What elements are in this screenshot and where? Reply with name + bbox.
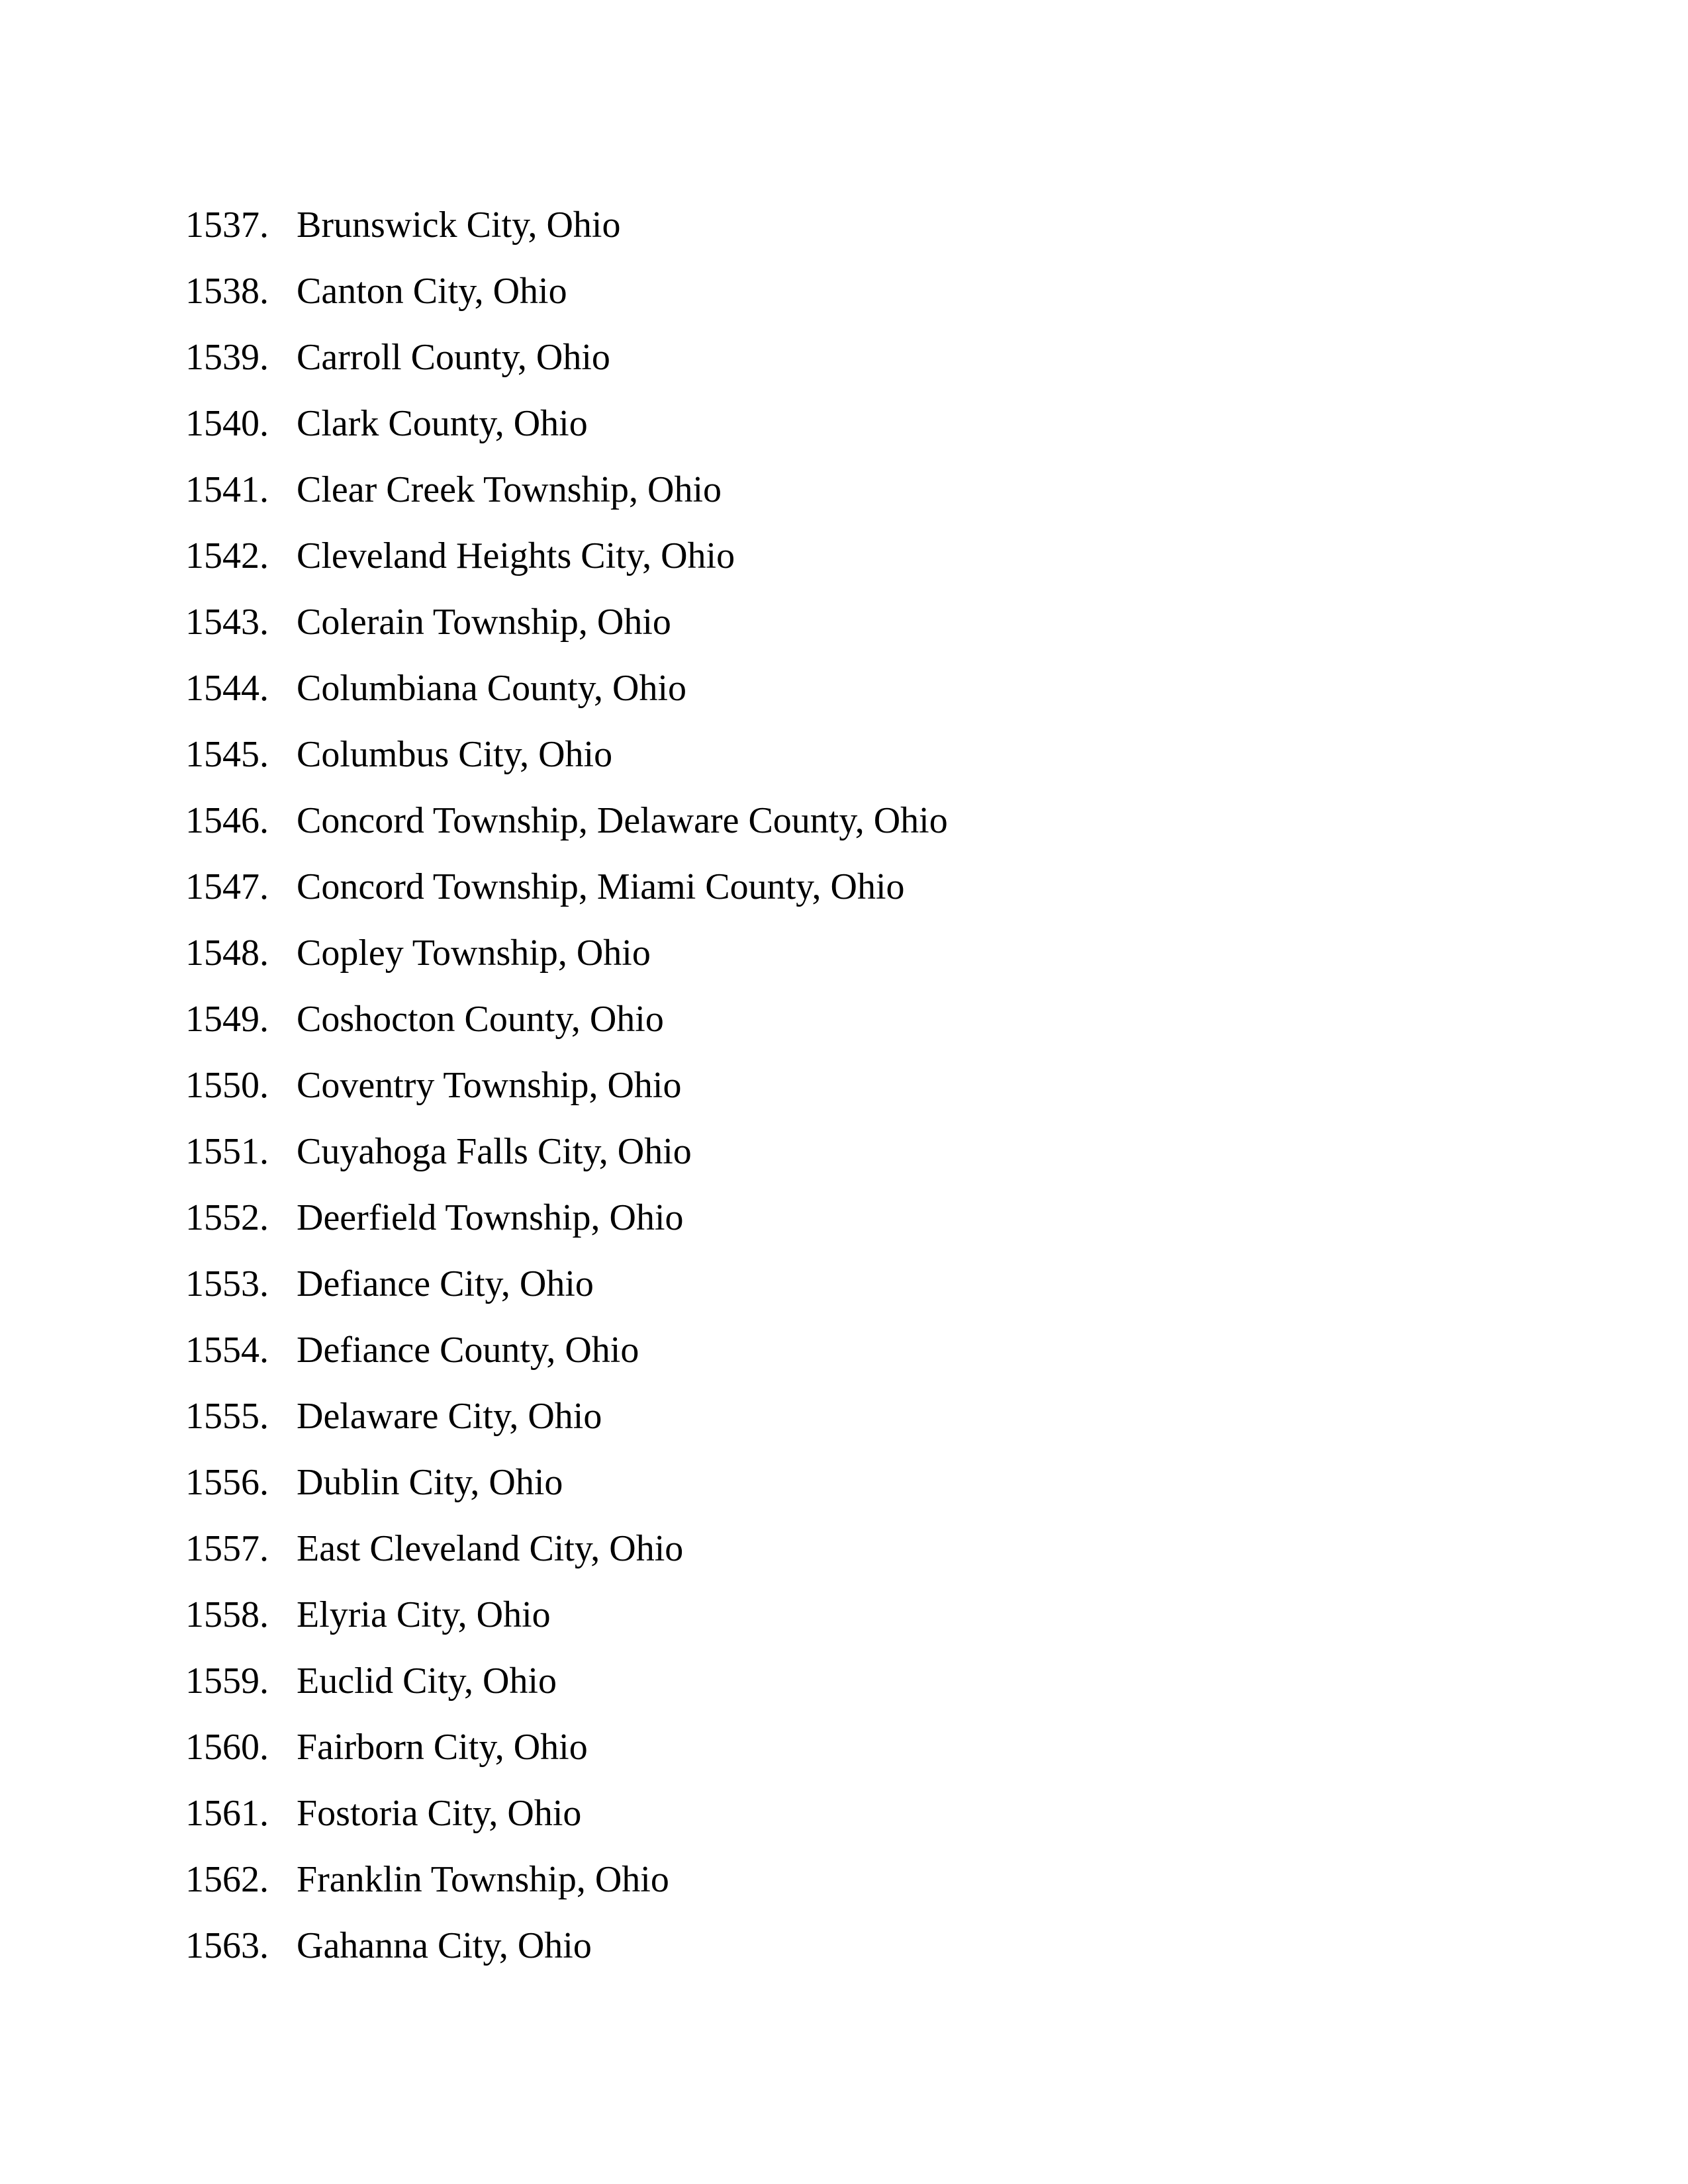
list-item-number: 1541. (185, 469, 269, 510)
list-item-number: 1560. (185, 1727, 269, 1768)
list-item-number: 1545. (185, 734, 269, 775)
list-item (185, 920, 948, 986)
list-item-number: 1563. (185, 1925, 269, 1966)
list-item (185, 1780, 948, 1846)
list-item-number: 1559. (185, 1661, 269, 1702)
list-item-number: 1548. (185, 933, 269, 974)
list-item-number: 1543. (185, 602, 269, 643)
list-item-number: 1542. (185, 535, 269, 576)
list-item-text: Clark County, Ohio (297, 403, 588, 444)
list-item-text: Fairborn City, Ohio (297, 1727, 588, 1768)
list-item-number: 1552. (185, 1197, 269, 1238)
list-item-number: 1537. (185, 205, 269, 246)
list-item-text: Elyria City, Ohio (297, 1594, 551, 1635)
list-item-number: 1538. (185, 271, 269, 312)
list-item-text: Delaware City, Ohio (297, 1396, 602, 1437)
list-item-text: Colerain Township, Ohio (297, 602, 671, 643)
list-item-number: 1544. (185, 668, 269, 709)
list-item-text: Copley Township, Ohio (297, 933, 651, 974)
list-item-number: 1540. (185, 403, 269, 444)
list-item-number: 1546. (185, 800, 269, 841)
list-item-number: 1547. (185, 866, 269, 907)
list-item (185, 523, 948, 589)
list-item-number: 1549. (185, 999, 269, 1040)
list-item-text: Carroll County, Ohio (297, 337, 610, 378)
list-item (185, 1449, 948, 1516)
list-item-text: Euclid City, Ohio (297, 1661, 557, 1702)
list-item (185, 1648, 948, 1714)
list-item (185, 258, 948, 324)
list-item-number: 1555. (185, 1396, 269, 1437)
list-item (185, 1317, 948, 1383)
list-item (185, 1383, 948, 1449)
list-item (185, 390, 948, 457)
list-item-number: 1556. (185, 1462, 269, 1503)
list-item (185, 1913, 948, 1979)
list-item-number: 1553. (185, 1263, 269, 1304)
list-item-text: Deerfield Township, Ohio (297, 1197, 684, 1238)
list-item-number: 1550. (185, 1065, 269, 1106)
list-item-text: East Cleveland City, Ohio (297, 1528, 684, 1569)
list-item (185, 1846, 948, 1913)
list-item (185, 324, 948, 390)
list-item (185, 1251, 948, 1317)
list-item-text: Fostoria City, Ohio (297, 1793, 582, 1834)
list-item-text: Cleveland Heights City, Ohio (297, 535, 735, 576)
list-item-number: 1557. (185, 1528, 269, 1569)
list-item (185, 788, 948, 854)
list-item-text: Clear Creek Township, Ohio (297, 469, 722, 510)
list-item-text: Columbiana County, Ohio (297, 668, 687, 709)
list-item-number: 1562. (185, 1859, 269, 1900)
list-item-number: 1558. (185, 1594, 269, 1635)
list-item-text: Canton City, Ohio (297, 271, 567, 312)
list-item (185, 589, 948, 655)
list-item (185, 721, 948, 788)
list-item (185, 1118, 948, 1185)
numbered-list (185, 192, 948, 1979)
list-item-text: Defiance City, Ohio (297, 1263, 594, 1304)
list-item (185, 655, 948, 721)
list-item (185, 457, 948, 523)
list-item-text: Concord Township, Delaware County, Ohio (297, 800, 948, 841)
list-item (185, 192, 948, 258)
list-item-number: 1554. (185, 1330, 269, 1371)
list-item-number: 1561. (185, 1793, 269, 1834)
list-item-text: Brunswick City, Ohio (297, 205, 621, 246)
list-item-number: 1539. (185, 337, 269, 378)
list-item-text: Franklin Township, Ohio (297, 1859, 669, 1900)
list-item (185, 1052, 948, 1118)
list-item (185, 1582, 948, 1648)
list-item-text: Columbus City, Ohio (297, 734, 613, 775)
list-item (185, 1714, 948, 1780)
list-item-text: Concord Township, Miami County, Ohio (297, 866, 905, 907)
list-item-text: Dublin City, Ohio (297, 1462, 563, 1503)
list-item (185, 1185, 948, 1251)
list-item (185, 986, 948, 1052)
list-item-text: Coshocton County, Ohio (297, 999, 664, 1040)
list-item (185, 854, 948, 920)
list-item-text: Cuyahoga Falls City, Ohio (297, 1131, 692, 1172)
list-item (185, 1516, 948, 1582)
list-item-text: Coventry Township, Ohio (297, 1065, 682, 1106)
list-item-number: 1551. (185, 1131, 269, 1172)
list-item-text: Defiance County, Ohio (297, 1330, 639, 1371)
list-item-text: Gahanna City, Ohio (297, 1925, 592, 1966)
